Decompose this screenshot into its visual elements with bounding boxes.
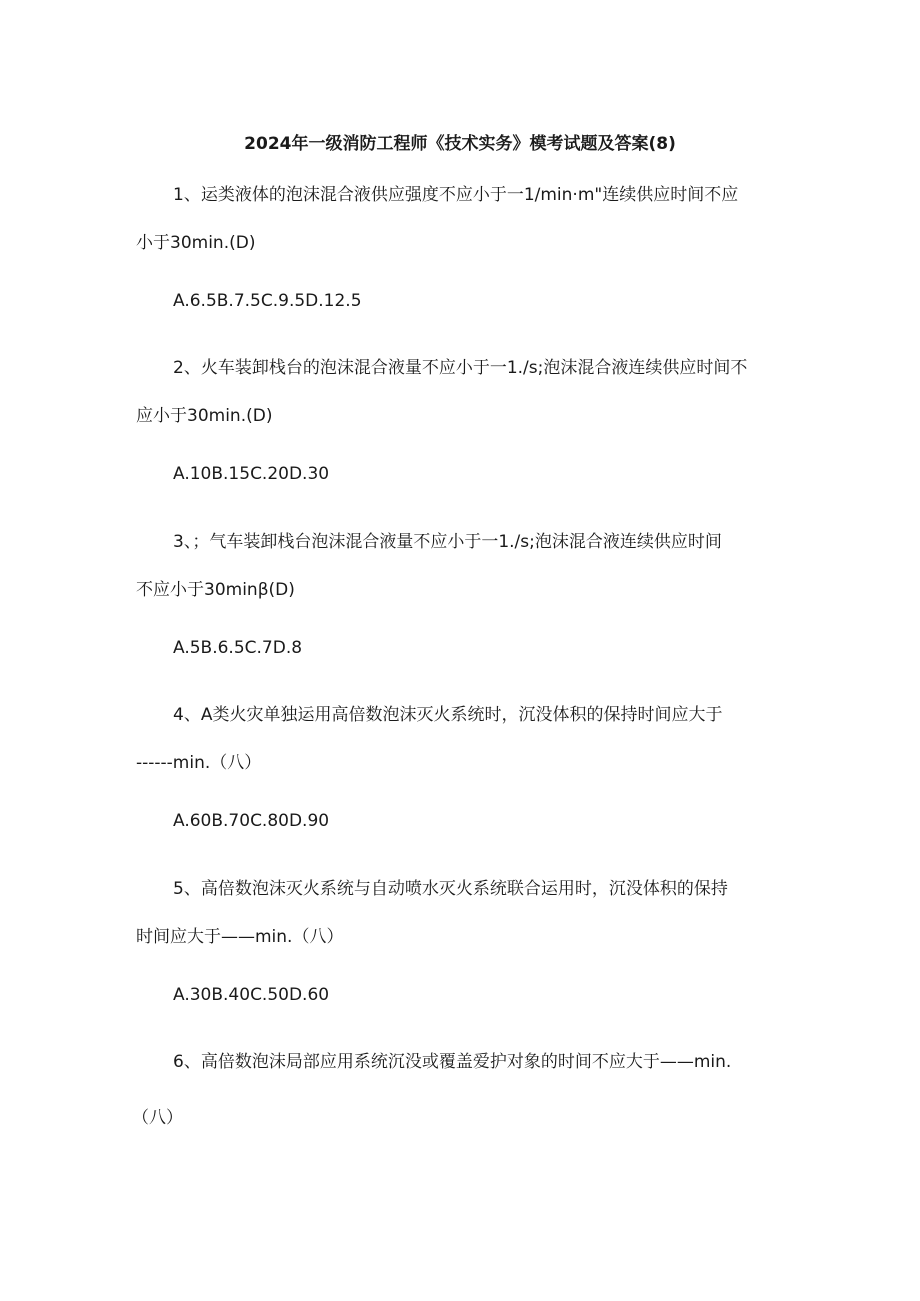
question-4-options: A.60B.70C.80D.90	[173, 811, 330, 831]
question-1-line-1: 1、运类液体的泡沫混合液供应强度不应小于一1∕min·m"连续供应时间不应	[173, 185, 739, 205]
question-2-line-1: 2、火车装卸栈台的泡沫混合液量不应小于一1./s;泡沫混合液连续供应时间不	[173, 358, 748, 378]
question-1-options: A.6.5B.7.5C.9.5D.12.5	[173, 291, 362, 311]
question-2-line-2: 应小于30min.(D)	[136, 406, 273, 426]
question-1-line-2: 小于30min.(D)	[136, 233, 256, 253]
question-5-line-2: 时间应大于——min.（八）	[136, 927, 344, 947]
question-2-options: A.10B.15C.20D.30	[173, 464, 330, 484]
question-3-line-2: 不应小于30minβ(D)	[136, 580, 295, 600]
document-title: 2024年一级消防工程师《技术实务》模考试题及答案(8)	[244, 134, 676, 154]
question-3-line-1: 3、；气车装卸栈台泡沫混合液量不应小于一1./s;泡沫混合液连续供应时间	[173, 532, 722, 552]
question-6-line-2: （八）	[132, 1108, 183, 1128]
question-3-options: A.5B.6.5C.7D.8	[173, 638, 303, 658]
question-4-line-1: 4、A类火灾单独运用高倍数泡沫灭火系统时，沉没体积的保持时间应大于	[173, 705, 723, 725]
question-6-line-1: 6、高倍数泡沫局部应用系统沉没或覆盖爱护对象的时间不应大于——min.	[173, 1052, 732, 1072]
question-5-options: A.30B.40C.50D.60	[173, 985, 330, 1005]
question-4-line-2: ------min.（八）	[136, 753, 262, 773]
question-5-line-1: 5、高倍数泡沫灭火系统与自动喷水灭火系统联合运用时，沉没体积的保持	[173, 879, 728, 899]
